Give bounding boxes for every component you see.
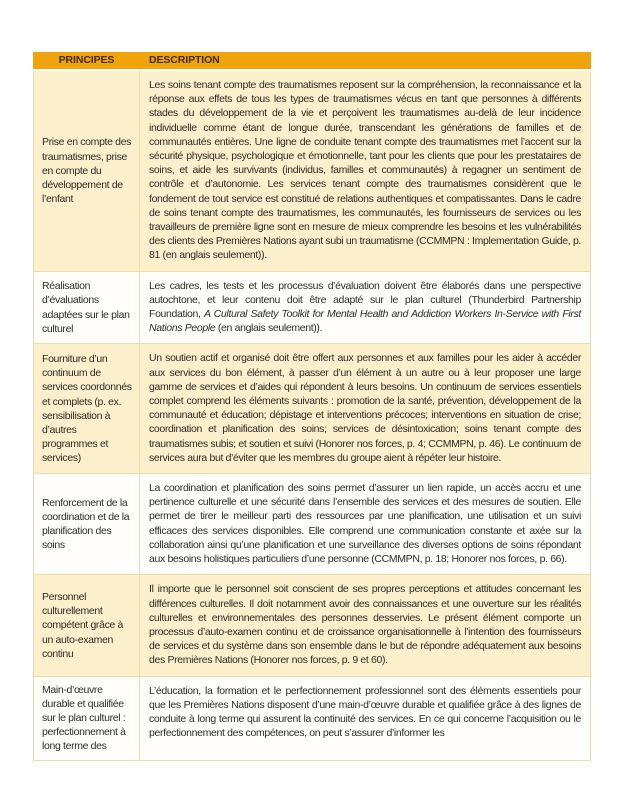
table-row [33, 272, 591, 345]
table-row [33, 71, 591, 272]
description-text-segment: (en anglais seulement)). [215, 322, 323, 335]
principle-cell: Renforcement de la coordination et de la planification des soins [33, 474, 140, 575]
description-text-segment: Les cadres, les tests et les processus d’évaluation doivent être élaborés dans une perspective autochtone, et leur contenu doit être adapté sur le plan culturel (Thunderbird Partnership Foundation, [149, 279, 581, 321]
principle-cell: Réalisation d’évaluations adaptées sur le plan culturel [33, 272, 140, 345]
table-header-row [33, 52, 591, 71]
principles-table [33, 52, 591, 761]
principle-cell: Personnel culturellement compétent grâce à un auto-examen continu [33, 575, 140, 676]
table-row [33, 575, 591, 676]
description-text-segment: Il importe que le personnel soit conscient de ses propres perceptions et attitudes concernant les différences culturelles. Il doit notamment avoir des connaissances et une ouverture sur les réalités culturelles et environnementales des personnes desservies. Le présent élément comporte un processus d’auto-examen continu et de croissance organisationnelle à l’intention des fournisseurs de services et du système dans son ensemble dans le but de répondre adéquatement aux besoins des Premières Nations (Honorer nos forces, p. 9 et 60). [149, 583, 581, 667]
table-row [33, 344, 591, 474]
table-row [33, 474, 591, 575]
description-text-segment: La coordination et planification des soins permet d’assurer un lien rapide, un accès accru et une pertinence culturelle et une sécurité dans l’ensemble des services et des mesures de soutien. Elle permet de tirer le meilleur parti des ressources par une planification, une utilisation et un suivi efficaces des services disponibles. Elle comprend une communication constante et axée sur la collaboration ainsi qu’une planification et une surveillance des diverses options de soins répondant aux besoins holistiques particuliers d’une personne (CCMMPN, p. 18; Honorer nos forces, p. 66). [149, 482, 581, 566]
description-text-segment: Un soutien actif et organisé doit être offert aux personnes et aux familles pour les aider à accéder aux services du bon élément, à passer d’un élément à un autre ou à leur proposer une large gamme de services et d’aides qui répondent à leurs besoins. Un continuum de services essentiels complet comprend les éléments suivants : promotion de la santé, prévention, développement de la communauté et éducation; dépistage et interventions précoces; interventions en situation de crise; coordination et planification des soins; services de désintoxication; soins tenant compte des traumatismes subis; et soutien et suivi (Honorer nos forces, p. 4; CCMMPN, p. 46). Le continuum de services aura but d’éviter que les membres du groupe aient à répéter leur histoire. [149, 352, 581, 464]
table-row [33, 677, 591, 761]
column-header-description: DESCRIPTION [140, 52, 591, 71]
description-cell [140, 272, 591, 345]
description-italic-segment: A Cultural Safety Toolkit for Mental Health and Addiction Workers In-Service with First Nations People [149, 308, 581, 335]
description-cell [140, 474, 591, 575]
principle-cell: Fourniture d’un continuum de services coordonnés et complets (p. ex. sensibilisation à d’autres programmes et services) [33, 344, 140, 474]
description-text-segment: Les soins tenant compte des traumatismes reposent sur la compréhension, la reconnaissance et la réponse aux effets de tous les types de traumatismes vécus en tant que personnes à différents stades du développement de la vie et perçoivent les traumatismes au-delà de leur incidence individuelle comme étant de longue durée, transcendant les générations de familles et de communautés entières. Une ligne de conduite tenant compte des traumatismes met l’accent sur la sécurité physique, psychologique et émotionnelle, tant pour les clients que pour les prestataires de soins, et aide les survivants (individus, familles et communautés) à regagner un sentiment de contrôle et d’autonomie. Les services tenant compte des traumatismes considèrent que le fondement de tout service est constitué de relations authentiques et compatissantes. Dans le cadre de soins tenant compte des traumatismes, les communautés, les fournisseurs de services ou les travailleurs de première ligne sont en mesure de mieux comprendre les besoins et les vulnérabilités des clients des Premières Nations ayant subi un traumatisme (CCMMPN : Implementation Guide, p. 81 (en anglais seulement)). [149, 79, 581, 262]
description-text-segment: L’éducation, la formation et le perfectionnement professionnel sont des éléments essentiels pour que les Premières Nations disposent d’une main-d’œuvre durable et qualifiée grâce à des lignes de conduite à long terme qui assurent la continuité des services. En ce qui concerne l’acquisition ou le perfectionnement des compétences, on peut s’assurer d’informer les [149, 684, 581, 740]
description-cell [140, 71, 591, 272]
description-cell [140, 677, 591, 761]
description-cell [140, 575, 591, 676]
principle-cell: Prise en compte des traumatismes, prise en compte du développement de l’enfant [33, 71, 140, 272]
principle-cell: Main-d’œuvre durable et qualifiée sur le plan culturel : perfectionnement à long terme des [33, 677, 140, 761]
table-body [33, 71, 591, 761]
column-header-principles: PRINCIPES [33, 52, 140, 71]
description-cell [140, 344, 591, 474]
